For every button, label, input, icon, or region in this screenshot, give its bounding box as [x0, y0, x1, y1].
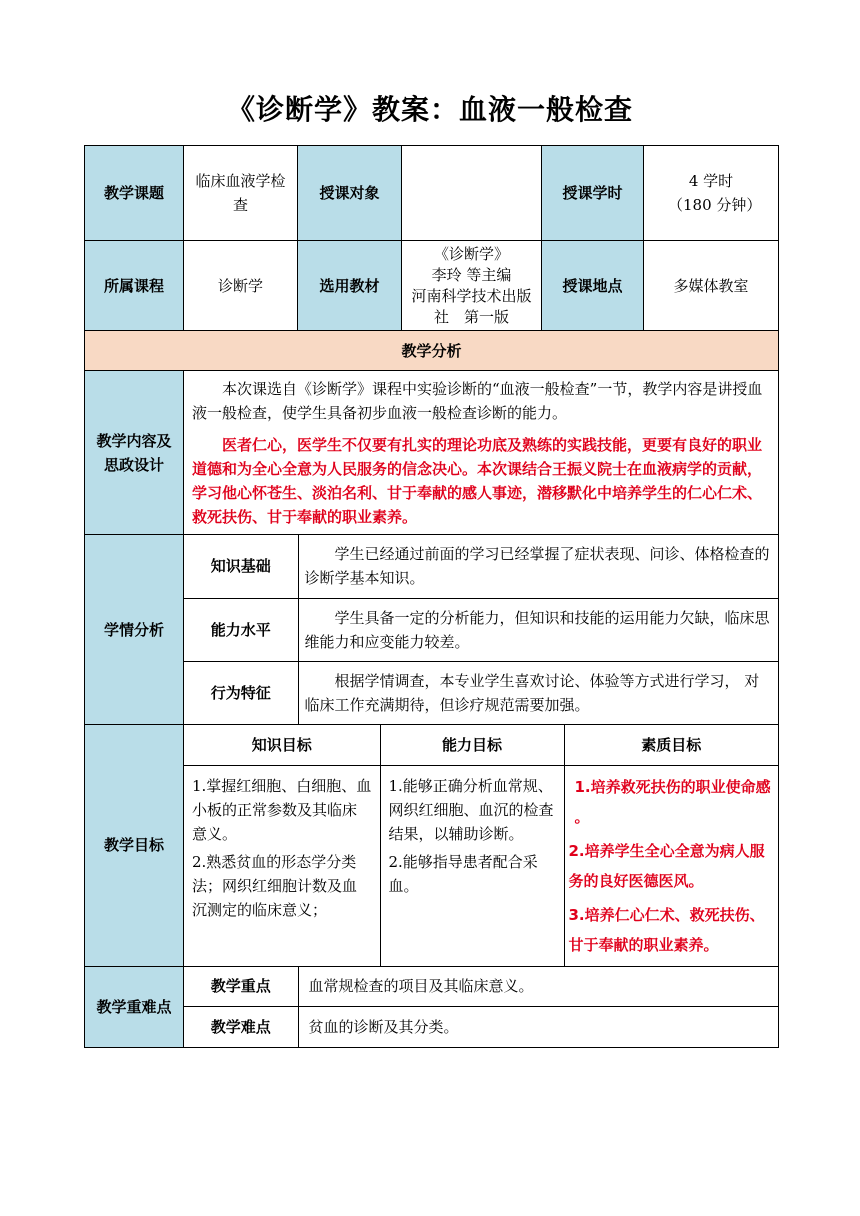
- hours-line2: （180 分钟）: [668, 196, 762, 214]
- learner-label: 学情分析: [85, 535, 184, 725]
- key-point-text: 血常规检查的项目及其临床意义。: [298, 967, 778, 1007]
- hours-line1: 4 学时: [688, 172, 734, 190]
- analysis-section-header: 教学分析: [85, 331, 779, 371]
- audience-value: [402, 146, 542, 241]
- key-point-label: 教学重点: [184, 967, 298, 1007]
- topic-value: 临床血液学检查: [184, 146, 298, 241]
- hours-value: [644, 146, 779, 241]
- keypoints-grid: [184, 966, 779, 1047]
- learner-analysis-grid: [184, 535, 779, 725]
- ability-goal-header: 能力目标: [380, 725, 564, 765]
- textbook-line3: 河南科学技术出版社 第一版: [411, 286, 532, 326]
- ability-goal-item: 1.能够正确分析血常规、网织红细胞、血沉的检查结果，以辅助诊断。: [388, 776, 554, 843]
- ability-level-label: 能力水平: [184, 598, 298, 661]
- knowledge-base-text: [298, 535, 778, 598]
- place-value: 多媒体教室: [644, 241, 779, 331]
- knowledge-goal-item: 1.掌握红细胞、白细胞、血小板的正常参数及其临床意义。: [192, 776, 372, 843]
- quality-goal-item: 1.培养救死扶伤的职业使命感 。: [574, 777, 771, 826]
- knowledge-goals: [184, 765, 380, 966]
- behavior-paragraph: 根据学情调查，本专业学生喜欢讨论、体验等方式进行学习， 对临床工作充满期待，但诊疗规范需要加强。: [304, 671, 760, 714]
- behavior-label: 行为特征: [184, 661, 298, 724]
- behavior-text: [298, 661, 778, 724]
- audience-label: 授课对象: [298, 146, 402, 241]
- knowledge-base-paragraph: 学生已经通过前面的学习已经掌握了症状表现、问诊、体格检查的诊断学基本知识。: [304, 545, 770, 588]
- course-value: 诊断学: [184, 241, 298, 331]
- ability-goal-item: 2.能够指导患者配合采血。: [388, 852, 538, 895]
- textbook-line1: 《诊断学》: [433, 244, 509, 263]
- knowledge-goal-item: 2.熟悉贫血的形态学分类法；网织红细胞计数及血沉测定的临床意义；: [192, 852, 358, 919]
- textbook-line2: 李玲 等主编: [431, 265, 512, 284]
- course-label: 所属课程: [85, 241, 184, 331]
- ability-level-paragraph: 学生具备一定的分析能力，但知识和技能的运用能力欠缺，临床思维能力和应变能力较差。: [304, 608, 770, 651]
- lesson-plan-table: [84, 145, 778, 1048]
- content-design-label: 教学内容及思政设计: [85, 371, 184, 535]
- content-intro-paragraph: 本次课选自《诊断学》课程中实验诊断的“血液一般检查”一节，教学内容是讲授血液一般检查，使学生具备初步血液一般检查诊断的能力。: [192, 379, 763, 422]
- goals-label: 教学目标: [85, 725, 184, 967]
- quality-goal-item: 3.培养仁心仁术、救死扶伤、甘于奉献的职业素养。: [568, 905, 765, 954]
- place-label: 授课地点: [542, 241, 644, 331]
- knowledge-base-label: 知识基础: [184, 535, 298, 598]
- ability-goals: [380, 765, 564, 966]
- quality-goal-item: 2.培养学生全心全意为病人服务的良好医德医风。: [568, 841, 765, 890]
- difficult-point-text: 贫血的诊断及其分类。: [308, 1017, 459, 1036]
- quality-goal-header: 素质目标: [564, 725, 778, 765]
- hours-label: 授课学时: [542, 146, 644, 241]
- keypoints-label: 教学重难点: [85, 966, 184, 1047]
- topic-label: 教学课题: [85, 146, 184, 241]
- knowledge-goal-header: 知识目标: [184, 725, 380, 765]
- page-title: 《诊断学》教案：血液一般检查: [226, 93, 633, 126]
- ability-level-text: [298, 598, 778, 661]
- textbook-label: 选用教材: [298, 241, 402, 331]
- difficult-point-label: 教学难点: [184, 1007, 298, 1047]
- content-design-body: [184, 371, 779, 535]
- ideology-paragraph: 医者仁心，医学生不仅要有扎实的理论功底及熟练的实践技能，更要有良好的职业道德和为全心全意为人民服务的信念决心。本次课结合王振义院士在血液病学的贡献，学习他心怀苍生、淡泊名利、甘于奉献的感人事迹，潜移默化中培养学生的仁心仁术、救死扶伤、甘于奉献的职业素养。: [192, 435, 763, 526]
- goals-grid: [184, 725, 779, 967]
- textbook-value: [402, 241, 542, 331]
- quality-goals: [564, 765, 778, 966]
